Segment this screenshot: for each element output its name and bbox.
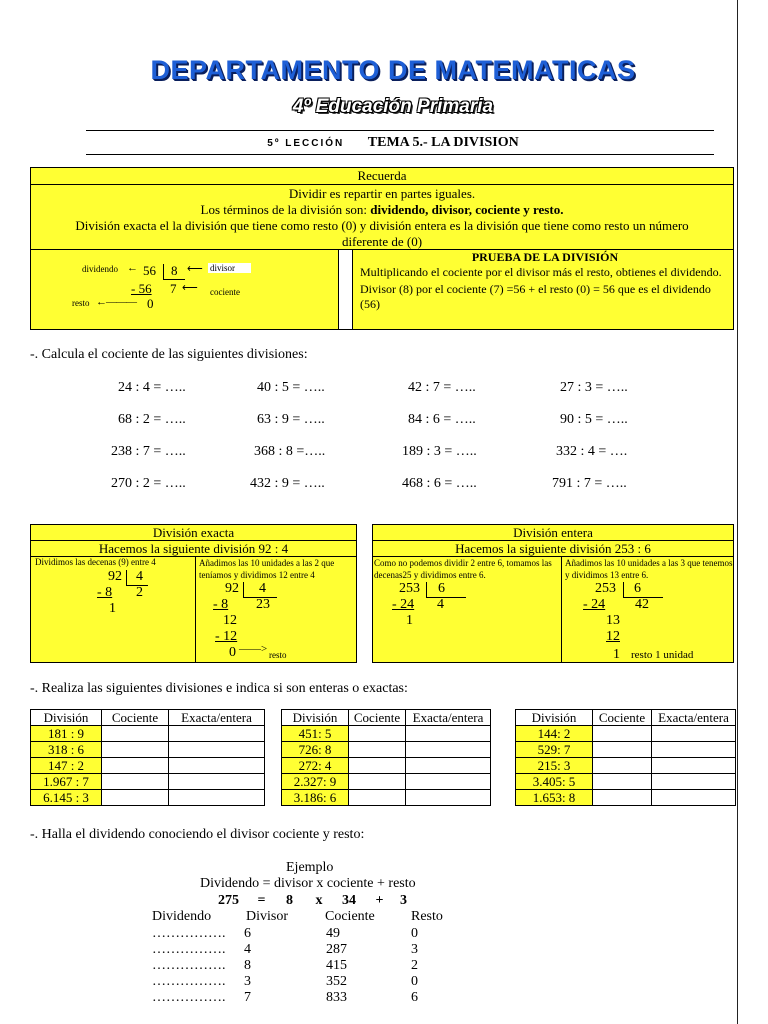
division-cell: 3.186: 6 [282,790,349,806]
prueba-text2: Divisor (8) por el cociente (7) =56 + el resto (0) = 56 que es el dividendo (56) [360,282,711,311]
exercise1-instruction: -. Calcula el cociente de las siguientes divisiones: [30,347,308,362]
ex-dividend: 92 [108,569,122,584]
col-header: Cociente [102,710,169,726]
exercise2-instruction: -. Realiza las siguientes divisiones e indica si son enteras o exactas: [30,681,408,696]
answer-cell[interactable] [102,742,169,758]
gap-cell [339,250,352,329]
table-row [282,726,491,742]
division-bracket [426,597,466,598]
exercise-item: 189 : 3 = ….. [402,444,477,459]
col-header: División [282,710,349,726]
recuerda-line2-text: Los términos de la división son: [200,202,371,217]
answer-cell[interactable] [652,726,736,742]
quotient-value: 352 [326,974,347,989]
quotient-value: 7 [170,281,177,296]
example-value: = [257,893,266,908]
quotient-value: 49 [326,926,340,941]
table-row [282,790,491,806]
prueba-section [360,250,730,312]
entera-box [372,524,734,663]
answer-cell[interactable] [349,790,406,806]
division-cell: 215: 3 [516,758,593,774]
dividend-blank[interactable]: ……………. [152,958,226,973]
ex-resto-label: resto [269,650,287,660]
arrow-icon: ← [127,262,138,274]
arrow-icon: ——> [239,643,268,655]
answer-cell[interactable] [169,774,265,790]
exercise-item: 42 : 7 = ….. [408,380,476,395]
answer-cell[interactable] [406,790,491,806]
quotient-value: 833 [326,990,347,1005]
answer-cell[interactable] [102,790,169,806]
entera-note2: Añadimos las 10 unidades a las 3 que tenemos y dividimos 13 entre 6. [565,558,733,580]
col-header: Resto [411,909,443,924]
table-row [31,758,265,774]
col-header: Exacta/entera [169,710,265,726]
division-cell: 147 : 2 [31,758,102,774]
example-values [218,893,407,909]
en-subtract: - 24 [392,597,415,612]
example-value: x [315,893,323,908]
en-quotient: 42 [635,597,649,612]
recuerda-line2 [31,202,733,218]
answer-cell[interactable] [406,774,491,790]
en-dividend: 253 [595,581,616,596]
table-row [31,790,265,806]
divisor-value: 8 [244,958,251,973]
ex-subtract2: - 12 [215,629,238,644]
exercise-item: 90 : 5 = ….. [560,412,628,427]
ex-remainder: 0 [229,645,236,660]
division-cell: 318 : 6 [31,742,102,758]
ex-subtract: - 8 [213,597,229,612]
division-bracket [243,582,244,598]
answer-cell[interactable] [652,774,736,790]
answer-cell[interactable] [406,758,491,774]
ex-quotient: 2 [136,585,143,600]
answer-cell[interactable] [102,726,169,742]
divisor-value: 6 [244,926,251,941]
recuerda-terms: dividendo, divisor, cociente y resto. [370,202,564,217]
prueba-title: PRUEBA DE LA DIVISIÓN [471,250,619,264]
divisor-label: divisor [208,263,251,273]
table-row [516,790,736,806]
divider [86,154,714,155]
exercise-item: 68 : 2 = ….. [118,412,186,427]
division-cell: 451: 5 [282,726,349,742]
answer-cell[interactable] [169,790,265,806]
remainder-value: 0 [147,296,154,311]
dividend-value: 56 [143,263,156,278]
entera-title: División entera [373,525,733,541]
division-table-3 [515,709,736,806]
example-value: 275 [218,893,239,908]
division-cell: 726: 8 [282,742,349,758]
exercise3-instruction: -. Halla el dividendo conociendo el divisor cociente y resto: [30,827,365,842]
answer-cell[interactable] [169,742,265,758]
table-row [31,774,265,790]
division-cell: 529: 7 [516,742,593,758]
answer-cell[interactable] [593,758,652,774]
division-cell: 3.405: 5 [516,774,593,790]
divisor-value: 7 [244,990,251,1005]
en-divisor: 6 [634,581,641,596]
remainder-value: 6 [411,990,418,1005]
division-bracket [163,264,164,280]
en-subtract2: 12 [606,629,620,644]
answer-cell[interactable] [406,742,491,758]
page-title: DEPARTAMENTO DE MATEMATICAS [150,55,636,85]
division-cell: 181 : 9 [31,726,102,742]
table-row [516,774,736,790]
example-formula: Dividendo = divisor x cociente + resto [200,876,416,891]
answer-cell[interactable] [593,742,652,758]
col-header: División [516,710,593,726]
table-row [516,758,736,774]
ex-subtract: - 8 [97,585,113,600]
remainder-value: 3 [411,942,418,957]
exercise-item: 270 : 2 = ….. [111,476,186,491]
division-cell: 1.967 : 7 [31,774,102,790]
exacta-note2: Añadimos las 10 unidades a las 2 que teníamos y dividimos 12 entre 4 [199,558,335,580]
exacta-sub: Hacemos la siguiente división 92 : 4 [31,541,356,557]
exercise-item: 40 : 5 = ….. [257,380,325,395]
quotient-value: 415 [326,958,347,973]
division-table-1 [30,709,265,806]
exercise-item: 24 : 4 = ….. [118,380,186,395]
dividendo-label: dividendo [82,264,118,274]
en-divisor: 6 [438,581,445,596]
answer-cell[interactable] [652,742,736,758]
subtract-value: - 56 [131,281,152,296]
page-edge-line [737,0,738,1024]
division-cell: 272: 4 [282,758,349,774]
recuerda-line3: División exacta el la división que tiene como resto (0) y división entera es la división que tiene como resto un número [75,218,689,233]
answer-cell[interactable] [652,790,736,806]
exacta-title: División exacta [31,525,356,541]
dividend-blank[interactable]: ……………. [152,990,226,1005]
exercise-item: 27 : 3 = ….. [560,380,628,395]
answer-cell[interactable] [349,726,406,742]
quotient-value: 287 [326,942,347,957]
prueba-text1: Multiplicando el cociente por el divisor más el resto, obtienes el dividendo. [360,265,722,279]
resto-label: resto [72,298,90,308]
dividend-blank[interactable]: ……………. [152,926,226,941]
table-row [282,758,491,774]
recuerda-line4: diferente de (0) [341,234,423,249]
table-row [31,742,265,758]
lesson-number: 5º LECCIÓN [267,138,345,149]
en-remainder: 1 [406,613,413,628]
en-resto-label: resto 1 unidad [631,649,694,661]
table-row [516,742,736,758]
answer-cell[interactable] [593,790,652,806]
division-bracket [426,582,427,598]
divider [352,249,353,330]
ex-dividend: 92 [225,581,239,596]
table-row [31,726,265,742]
exacta-box [30,524,357,663]
example-value: 8 [285,893,293,908]
col-header: Cociente [325,909,375,924]
answer-cell[interactable] [349,742,406,758]
col-header: Cociente [349,710,406,726]
col-header: Cociente [593,710,652,726]
remainder-value: 0 [411,974,418,989]
division-diagram [30,250,338,329]
table-row [282,742,491,758]
division-bracket [623,582,624,598]
division-bracket [126,570,127,586]
division-bracket [163,279,185,280]
division-table-2 [281,709,491,806]
exercise-item: 238 : 7 = ….. [111,444,186,459]
answer-cell[interactable] [406,726,491,742]
exercise-item: 368 : 8 =….. [254,444,326,459]
remainder-value: 0 [411,926,418,941]
example-value: + [375,893,384,908]
lesson-line [0,135,768,151]
exercise-item: 84 : 6 = ….. [408,412,476,427]
en-remainder: 1 [613,647,620,662]
answer-cell[interactable] [349,758,406,774]
ex-partial: 12 [223,613,237,628]
exacta-note1: Dividimos las decenas (9) entre 4 [35,557,156,567]
col-header: División [31,710,102,726]
answer-cell[interactable] [652,758,736,774]
answer-cell[interactable] [593,726,652,742]
division-cell: 1.653: 8 [516,790,593,806]
en-subtract: - 24 [583,597,606,612]
en-partial: 13 [606,613,620,628]
example-value: 3 [399,893,407,908]
en-dividend: 253 [399,581,420,596]
exercise-item: 432 : 9 = ….. [250,476,325,491]
divider [561,556,562,662]
answer-cell[interactable] [593,774,652,790]
ex-divisor: 4 [136,569,143,584]
ex-quotient: 23 [256,597,270,612]
exercise-item: 332 : 4 = …. [556,444,628,459]
division-cell: 2.327: 9 [282,774,349,790]
exercise-item: 791 : 7 = ….. [552,476,627,491]
exercise-item: 63 : 9 = ….. [257,412,325,427]
arrow-icon: ←——— [96,296,136,308]
example-label: Ejemplo [286,860,334,875]
arrow-icon: ⟵ [187,263,203,275]
col-header: Dividendo [152,909,212,924]
arrow-icon: ⟵ [182,282,198,294]
divider [195,556,196,662]
answer-cell[interactable] [349,774,406,790]
answer-cell[interactable] [169,758,265,774]
answer-cell[interactable] [169,726,265,742]
recuerda-heading: Recuerda [31,168,733,185]
division-cell: 6.145 : 3 [31,790,102,806]
ex-remainder: 1 [109,601,116,616]
col-header: Exacta/entera [652,710,736,726]
answer-cell[interactable] [102,758,169,774]
divisor-value: 4 [244,942,251,957]
dividend-blank[interactable]: ……………. [152,974,226,989]
exercise-item: 468 : 6 = ….. [402,476,477,491]
example-value: 34 [341,893,356,908]
division-cell: 144: 2 [516,726,593,742]
page-subtitle: 4º Educación Primaria [292,96,494,117]
dividend-blank[interactable]: ……………. [152,942,226,957]
en-quotient: 4 [437,597,444,612]
recuerda-line1: Dividir es repartir en partes iguales. [288,186,476,201]
divisor-value: 8 [171,263,178,278]
col-header: Exacta/entera [406,710,491,726]
table-row [516,726,736,742]
answer-cell[interactable] [102,774,169,790]
ex-divisor: 4 [259,581,266,596]
table-row [282,774,491,790]
col-header: Divisor [246,909,288,924]
topic-title: TEMA 5.- LA DIVISION [367,135,519,150]
entera-note1: Como no podemos dividir 2 entre 6, tomamos las decenas25 y dividimos entre 6. [374,558,552,580]
divider [86,130,714,131]
remainder-value: 2 [411,958,418,973]
entera-sub: Hacemos la siguiente división 253 : 6 [373,541,733,557]
cociente-label: cociente [210,287,240,297]
divisor-value: 3 [244,974,251,989]
